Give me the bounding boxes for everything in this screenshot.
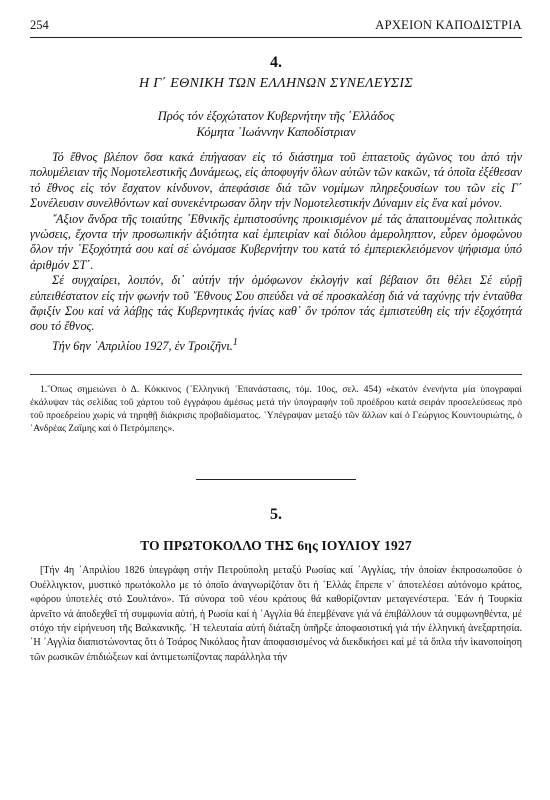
page-number: 254 [30, 18, 49, 32]
addressee-line: Κόμητα ᾿Ιωάννην Καποδίστριαν [196, 125, 356, 139]
footnote-text: 1.῞Οπως σημειώνει ὁ Δ. Κόκκινος (᾿Ελληνική ᾿Επανάστασις, τόμ. 10ος, σελ. 454) «ἑκατόν ἐνενήντα μία ὑπογραφαί ἐκάλυψαν τάς σελίδας τοῦ χάρτου τοῦ ἐγγράφου ἀμέσως μετά τήν ὑπογραφήν τοῦ προέδρου κατά σειράν προσελεύσεως πρό τοῦ προεδρείου χωρίς νά τηρηθῇ διάκρισις προβαδίσματος. ῾Υπέγραψαν μεταξύ τῶν ἄλλων καί ὁ Γεώργιος Κουντουριώτης, ὁ ᾿Ανδρέας Ζαΐμης καί ὁ Πετρόμπεης». [30, 384, 522, 435]
document-number: 4. [270, 54, 282, 71]
page [30, 18, 522, 665]
addressee-line: Πρός τόν ἐξοχώτατον Κυβερνήτην τῆς ῾Ελλάδος [157, 109, 395, 123]
date-text: Τήν 6ην ᾿Απριλίου 1927, ἐν Τροιζῆνι. [52, 338, 233, 353]
paragraph: Σέ συγχαίρει, λοιπόν, δι᾿ αὐτήν τήν ὁμόφωνον ἐκλογήν καί βέβαιον ὅτι θέλει Σέ εὑρῇ εὐπειθέστατον εἰς τήν φωνήν τοῦ ῎Εθνους Σου σπεύδει νά σέ προσκαλέσῃ διά νά ταχύνῃς τήν ἐνταῦθα ἄφιξίν Σου καί νά λάβῃς τάς Κυβερνητικάς ἡνίας καθ᾿ ὅν τρόπον τάς ἐμπιστεύθη εἰς τήν ἐξοχότητά σου τό ἔθνος. [30, 273, 522, 334]
section-separator [196, 479, 356, 480]
paragraph: ῎Αξιον ἄνδρα τῆς τοιαύτης ᾿Εθνικῆς ἐμπιστοσύνης προικισμένον μέ τάς ἀπαιτουμένας πολιτικάς γνώσεις, ἔχοντα τήν προσωπικήν ἀξιότητα καί ἐμπειρίαν καί διόλου ἀμεροληπτον, εὗρεν ὁμοφώνου ὅλον τήν ᾿Εξοχότητά σου καί σέ ὠνόμασε Κυβερνήτην του κατά τό ἐμπεριεκλειόμενον ψήφισμα ὑπό ἀριθμόν ΣΤ΄. [30, 211, 522, 272]
letter-body [30, 150, 522, 354]
document-title: Η Γ΄ ΕΘΝΙΚΗ ΤΩΝ ΕΛΛΗΝΩΝ ΣΥΝΕΛΕΥΣΙΣ [138, 76, 413, 91]
paragraph: [Τήν 4η ᾿Απριλίου 1826 ὑπεγράφη στήν Πετρούπολη μεταξύ Ρωσίας καί ᾿Αγγλίας, τήν ὁποίαν ἐκπροσωποῦσε ὁ Ουέλλιγκτον, μυστικό πρωτόκολλο με τό ὁποῖο ἀναγνωρίζόταν ὅτι ἡ ῾Ελλάς ἔπρεπε ν᾿ ἀποτελέσει αὐτόνομο κράτος, «φόρου ὑποτελές στό Σουλτάνο». Τά σύνορα τοῦ νέου κράτους θά καθορίζονταν μεταγενέστερα. ᾿Εάν ἡ Τουρκία ἀρνεῖτο νά ἀποδεχθεῖ τή συμφωνία αὐτή, ἡ Ρωσία καί ἡ ᾿Αγγλία θά ἐπεμβένανε γιά νά ἐπιβάλλουν τά συμφωνηθέντα, μέ στόχο τήν εἰρήνευση τῆς Βαλκανικῆς. ῾Η τελευταία αὐτή διάταξη ὑπῆρξε ἀποφασιστική γιά τήν ἑλληνική ἀνεξαρτησία. ῾Η ᾿Αγγλία διαπιστώνοντας ὅτι ὁ Τσάρος Νικόλαος ἦταν ἀποφασισμένος νά διεκδικήσει καί μέ τά ὅπλα τήν ἱκανοποίηση τῶν ρωσικῶν ἐπιδιώξεων καί ἀντιμετωπίζοντας παράλληλα τήν [30, 565, 522, 663]
date-line [30, 335, 522, 354]
footnote [30, 383, 522, 435]
running-header [30, 18, 522, 38]
editorial-note [30, 564, 522, 665]
paragraph: Τό ἔθνος βλέπον ὅσα κακά ἐπήγασαν εἰς τό διάστημα τοῦ ἑπταετοῦς ἀγῶνος του ἀπό τήν πολυμέλειαν τῆς Νομοτελεστικῆς Δυνάμεως, εἰς ἀποφυγήν ὅλων αὐτῶν τῶν κακῶν, τά ὁποῖα ἐξέθεσαν τό ἔθνος εἰς τόν ἔσχατον κίνδυνον, ἀπεφάσισε διά τῶν νομίμων πληρεξουσίων του τῶν εἰς Γ΄ Συνέλευσιν συνελθόντων καί συνεκέντρωσαν ὅλην τήν Νομοτελεστικήν Δύναμιν εἰς ἕνα καί μόνον. [30, 150, 522, 211]
document-number: 5. [270, 506, 282, 524]
document-title: ΤΟ ΠΡΩΤΟΚΟΛΛΟ ΤΗΣ 6ης ΙΟΥΛΙΟΥ 1927 [140, 538, 412, 554]
footnote-rule [30, 374, 522, 375]
running-title: ΑΡΧΕΙΟΝ ΚΑΠΟΔΙΣΤΡΙΑ [375, 18, 522, 32]
addressee [30, 108, 522, 140]
footnote-marker: 1 [232, 336, 238, 348]
